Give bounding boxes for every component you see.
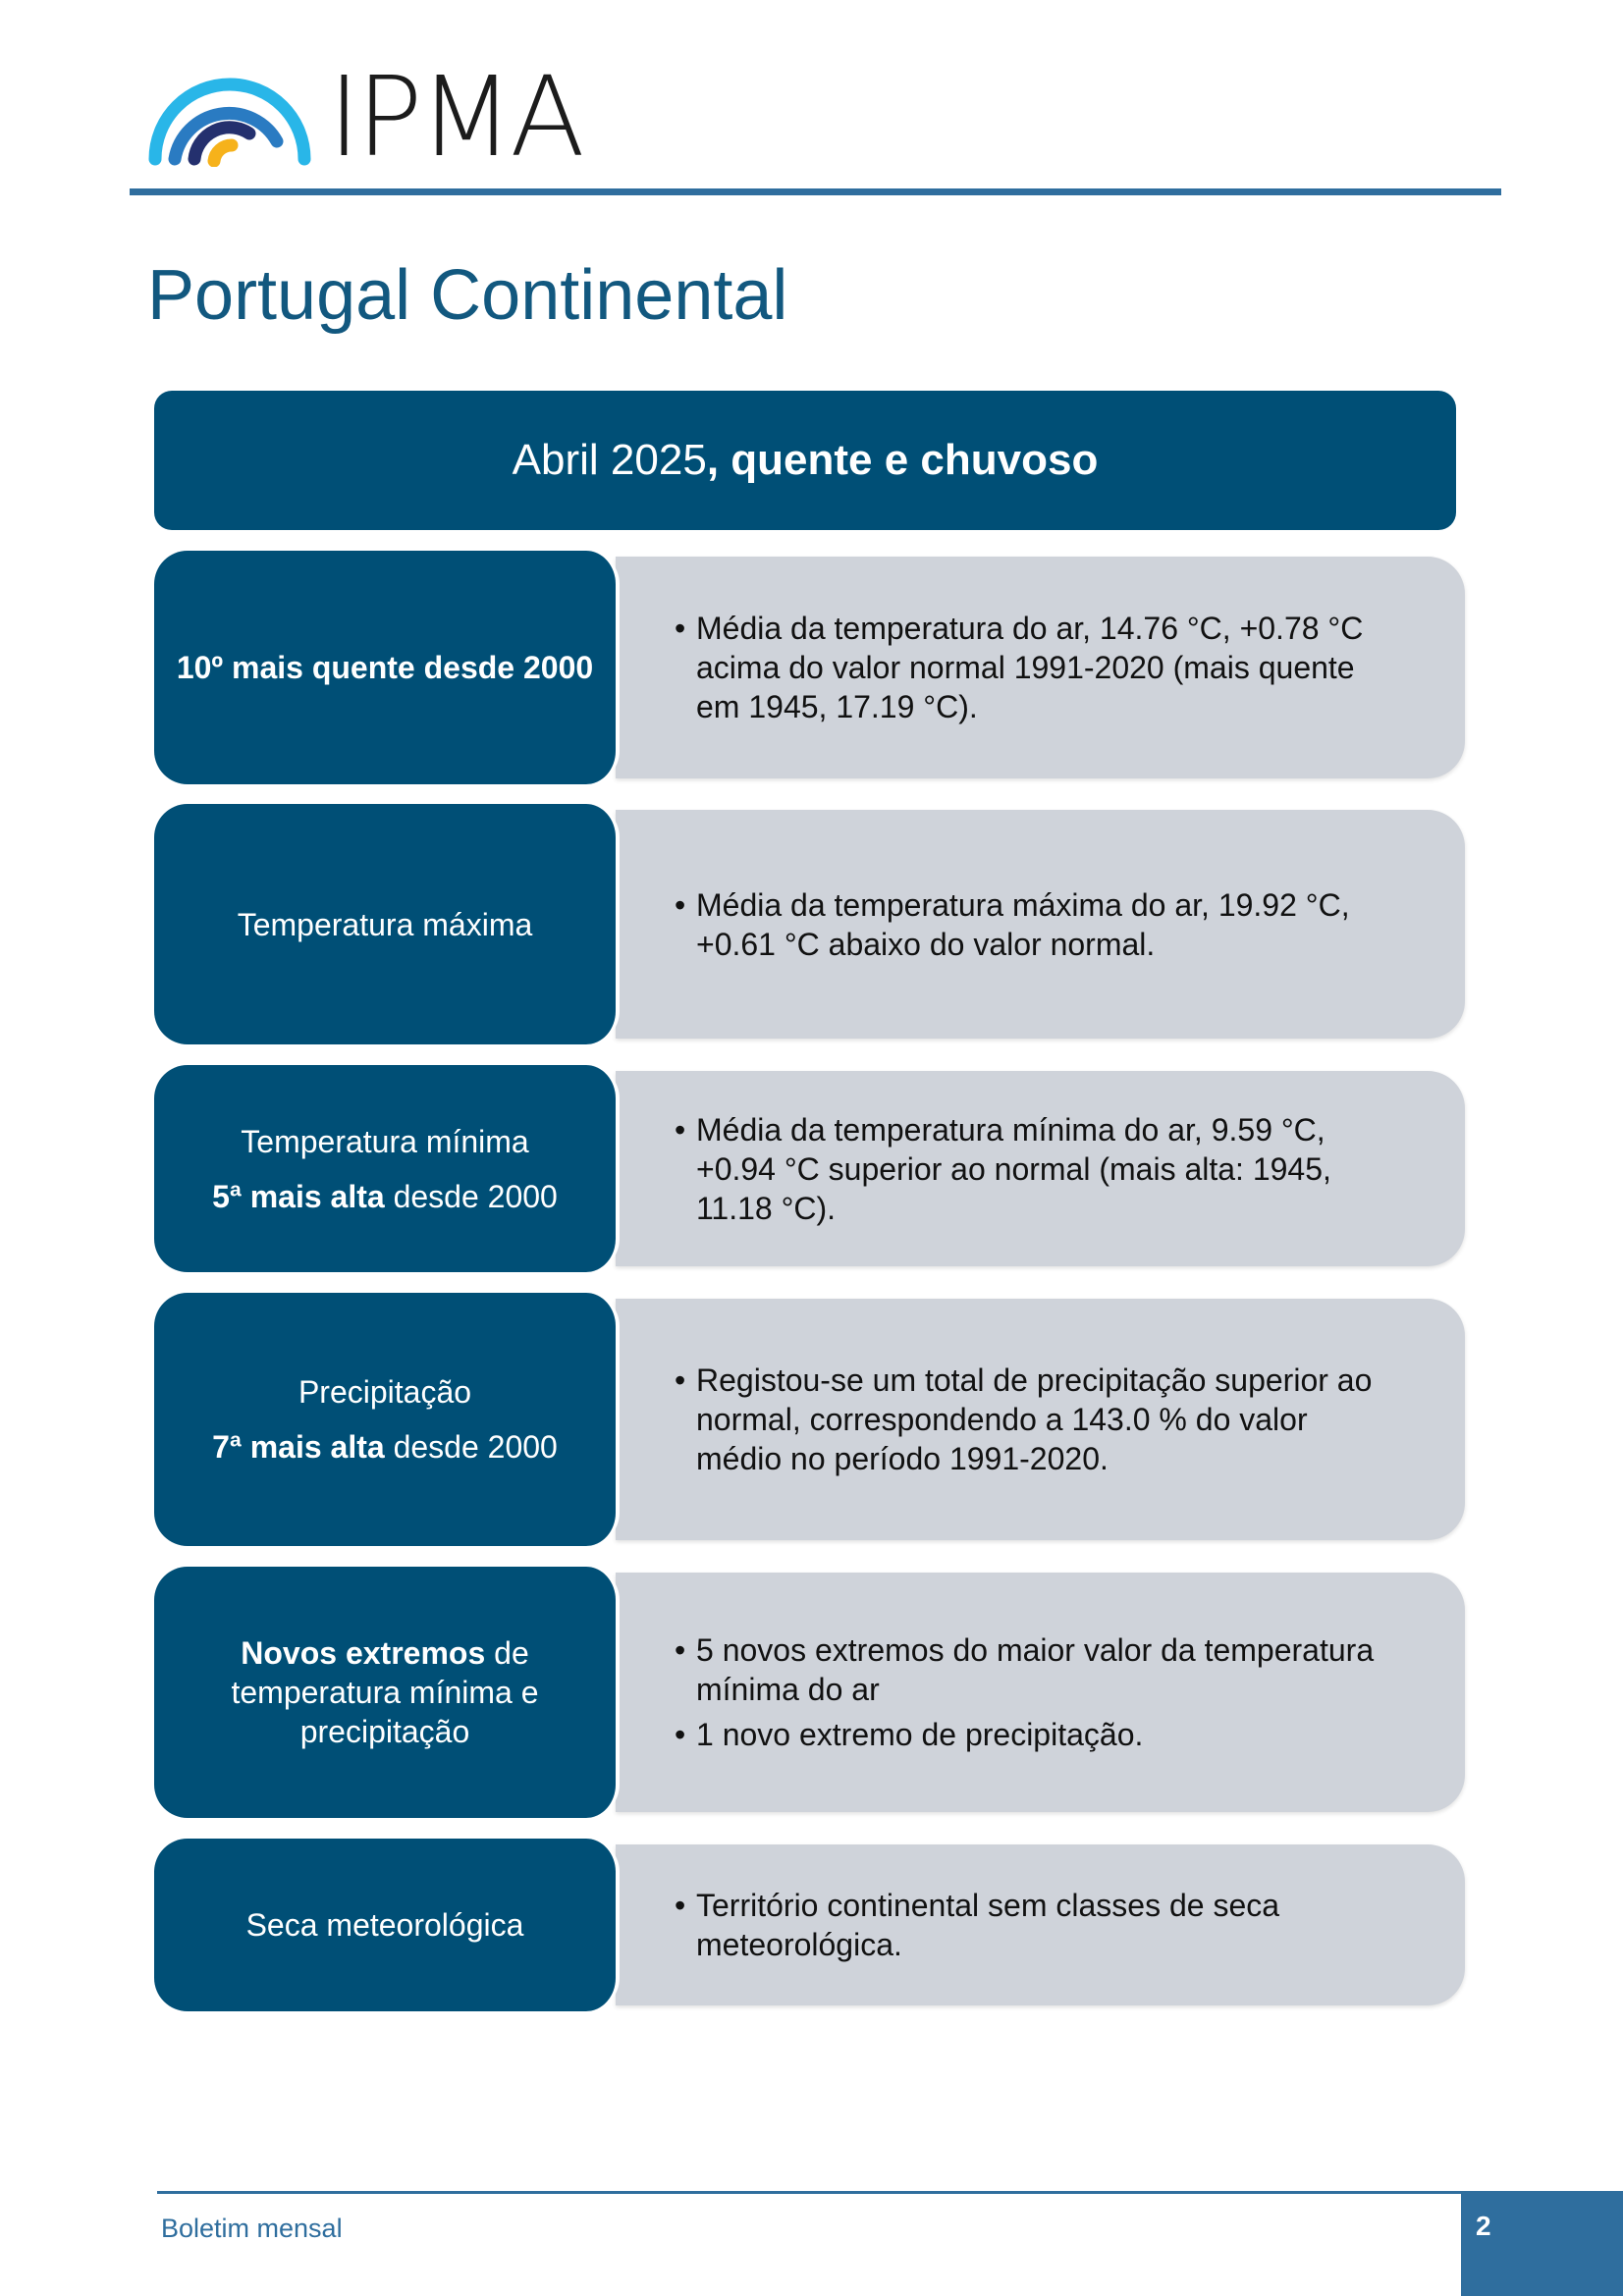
bullet-list — [616, 1886, 1465, 1964]
footer-label: Boletim mensal — [161, 2214, 343, 2243]
card-label-bold: Novos extremos — [241, 1635, 486, 1671]
card-rank — [212, 1427, 558, 1467]
card-label — [154, 1065, 620, 1272]
ipma-logo — [143, 54, 581, 182]
card-label — [154, 1293, 620, 1546]
bullet-list — [616, 609, 1465, 726]
card-label-text: Temperatura máxima — [237, 906, 533, 942]
card-label — [154, 804, 620, 1044]
card-rank-bold: 5ª mais alta — [212, 1178, 385, 1214]
card-detail — [616, 1844, 1465, 2005]
bullet-list — [616, 1110, 1465, 1228]
card-label-rest: de temperatura mínima e precipitação — [231, 1635, 539, 1749]
rainbow-logo-icon — [143, 69, 316, 167]
bullet-list — [616, 1630, 1465, 1754]
list-item: • 1 novo extremo de precipitação. — [675, 1715, 1396, 1754]
page-title: Portugal Continental — [147, 256, 788, 335]
header-divider — [130, 188, 1501, 195]
list-item: • Território continental sem classes de seca meteorológica. — [675, 1886, 1396, 1964]
list-item: • Registou-se um total de precipitação superior ao normal, correspondendo a 143.0 % do valor médio no período 1991-2020. — [675, 1361, 1396, 1478]
logo-text: IPMA — [328, 54, 581, 182]
list-item: • Média da temperatura mínima do ar, 9.59 °C, +0.94 °C superior ao normal (mais alta: 1945, 11.18 °C). — [675, 1110, 1396, 1228]
card-rank — [212, 1177, 558, 1216]
card-temperatura-maxima — [154, 804, 1465, 1044]
card-detail — [616, 1071, 1465, 1266]
card-label — [154, 551, 620, 784]
bullet-list — [616, 885, 1465, 964]
card-label-bold: 10º mais quente desde 2000 — [176, 650, 594, 685]
banner-month: Abril 2025 — [512, 436, 707, 484]
list-item: • Média da temperatura do ar, 14.76 °C, +0.78 °C acima do valor normal 1991-2020 (mais quente em 1945, 17.19 °C). — [675, 609, 1396, 726]
card-detail — [616, 557, 1465, 778]
card-novos-extremos — [154, 1567, 1465, 1818]
card-precipitacao — [154, 1293, 1465, 1546]
footer-divider — [157, 2191, 1463, 2194]
card-detail — [616, 1573, 1465, 1812]
card-temperatura-media — [154, 551, 1465, 784]
card-detail — [616, 1299, 1465, 1540]
list-item: • Média da temperatura máxima do ar, 19.92 °C, +0.61 °C abaixo do valor normal. — [675, 885, 1396, 964]
card-seca-meteorologica — [154, 1839, 1465, 2011]
bullet-list — [616, 1361, 1465, 1478]
card-label-text: Seca meteorológica — [245, 1907, 524, 1943]
card-label-text: Precipitação — [298, 1374, 472, 1410]
card-label — [154, 1839, 620, 2011]
card-rank-bold: 7ª mais alta — [212, 1429, 385, 1465]
card-temperatura-minima — [154, 1065, 1465, 1272]
banner-summary: , quente e chuvoso — [706, 436, 1099, 484]
card-rank-rest: desde 2000 — [384, 1178, 558, 1214]
card-detail — [616, 810, 1465, 1039]
page-number: 2 — [1461, 2191, 1623, 2296]
card-label-text: Temperatura mínima — [241, 1123, 529, 1159]
card-label — [154, 1567, 620, 1818]
summary-banner — [154, 391, 1456, 530]
list-item: • 5 novos extremos do maior valor da temperatura mínima do ar — [675, 1630, 1396, 1709]
card-rank-rest: desde 2000 — [384, 1429, 558, 1465]
